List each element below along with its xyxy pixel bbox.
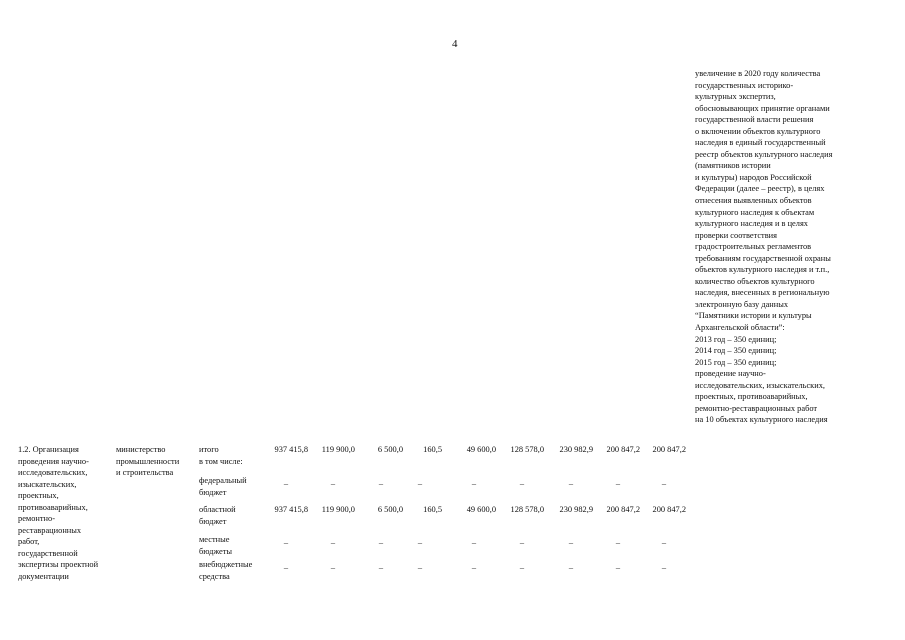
text-line: объектов культурного наследия и т.п., xyxy=(695,265,830,275)
text-line: государственных историко- xyxy=(695,80,794,90)
executor-cell xyxy=(116,444,196,479)
activity-name-line: ремонтно- xyxy=(18,514,55,523)
funding-value: 119 900,0 xyxy=(321,505,355,514)
funding-value: 160,5 xyxy=(423,445,442,454)
text-line: 2013 год – 350 единиц; xyxy=(695,334,777,344)
text-line: о включении объектов культурного xyxy=(695,126,821,136)
funding-value: 200 847,2 xyxy=(606,505,640,514)
text-line: культурного наследия и в целях xyxy=(695,219,808,229)
activity-name-line: государственной xyxy=(18,548,78,558)
funding-source-label-line: областной xyxy=(199,505,236,514)
funding-value: – xyxy=(378,479,384,488)
text-line: проведение научно- xyxy=(695,369,766,379)
text-line: государственной власти решения xyxy=(695,115,814,125)
text-line: проверки соответствия xyxy=(695,230,778,240)
funding-source-label-line: внебюджетные xyxy=(199,560,253,569)
activity-name-line: документации xyxy=(18,571,69,581)
activity-name-line: 1.2. Организация xyxy=(18,445,79,454)
funding-source-label xyxy=(199,534,267,557)
funding-value: 230 982,9 xyxy=(559,505,593,514)
funding-value: 6 500,0 xyxy=(377,445,403,454)
executor-line: министерство xyxy=(116,445,166,454)
text-line: Федерации (далее – реестр), в целях xyxy=(695,184,825,194)
funding-value: – xyxy=(568,479,574,488)
funding-value: – xyxy=(519,563,525,572)
funding-value: 200 847,2 xyxy=(652,445,686,454)
funding-value: – xyxy=(283,479,289,488)
text-line: на 10 объектах культурного наследия xyxy=(695,415,828,425)
text-line: 2014 год – 350 единиц; xyxy=(695,346,777,356)
funding-source-label-line: бюджеты xyxy=(199,546,233,556)
text-line: 2015 год – 350 единиц; xyxy=(695,357,777,367)
funding-value: 128 578,0 xyxy=(510,445,544,454)
funding-source-label-line: бюджет xyxy=(199,516,227,526)
page-number: 4 xyxy=(452,38,458,50)
funding-source-label-line: бюджет xyxy=(199,487,227,497)
text-line: отнесения выявленных объектов xyxy=(695,196,812,206)
executor-line: промышленности xyxy=(116,456,180,466)
text-line: требованиям государственной охраны xyxy=(695,253,831,263)
funding-source-label xyxy=(199,559,267,582)
funding-value: – xyxy=(519,538,525,547)
activity-name-line: работ, xyxy=(18,537,40,546)
funding-source-label xyxy=(199,504,267,527)
funding-value: – xyxy=(417,563,423,572)
funding-value: 49 600,0 xyxy=(466,505,496,514)
text-line: ремонтно-реставрационных работ xyxy=(695,403,818,413)
funding-source-label xyxy=(199,475,267,498)
funding-value: – xyxy=(283,538,289,547)
activity-name-line: проведения научно- xyxy=(18,456,89,466)
text-line: обосновывающих принятие органами xyxy=(695,103,830,113)
funding-value: – xyxy=(661,479,667,488)
funding-source-label-line: итого xyxy=(199,445,219,454)
funding-value: – xyxy=(471,563,477,572)
funding-value: – xyxy=(615,538,621,547)
text-line: наследия в единый государственный xyxy=(695,138,826,148)
text-line: наследия, внесенных в региональную xyxy=(695,288,830,298)
text-line: (памятников истории xyxy=(695,161,771,171)
activity-name-line: реставрационных xyxy=(18,525,82,535)
text-line: культурных экспертиз, xyxy=(695,92,776,102)
funding-value: – xyxy=(661,563,667,572)
funding-value: – xyxy=(568,563,574,572)
text-line: и культуры) народов Российской xyxy=(695,172,812,182)
funding-value: – xyxy=(615,479,621,488)
funding-source-label-line: средства xyxy=(199,571,230,581)
funding-value: 937 415,8 xyxy=(274,505,308,514)
funding-value: – xyxy=(417,538,423,547)
text-line: градостроительных регламентов xyxy=(695,242,812,252)
funding-value: – xyxy=(568,538,574,547)
funding-value: – xyxy=(378,563,384,572)
funding-value: 49 600,0 xyxy=(466,445,496,454)
funding-source-label-line: федеральный xyxy=(199,476,247,485)
funding-value: – xyxy=(661,538,667,547)
funding-value: – xyxy=(471,538,477,547)
funding-value: – xyxy=(330,538,336,547)
funding-value: – xyxy=(330,563,336,572)
text-line: культурного наследия к объектам xyxy=(695,207,815,217)
text-line: исследовательских, изыскательских, xyxy=(695,380,826,390)
funding-value: – xyxy=(471,479,477,488)
funding-value: – xyxy=(615,563,621,572)
activity-name-line: экспертизы проектной xyxy=(18,560,99,569)
activity-name-line: изыскательских, xyxy=(18,479,77,489)
funding-value: 200 847,2 xyxy=(652,505,686,514)
text-line: Архангельской области”: xyxy=(695,323,785,333)
funding-value: 128 578,0 xyxy=(510,505,544,514)
funding-value: – xyxy=(378,538,384,547)
text-line: количество объектов культурного xyxy=(695,276,815,286)
funding-value: 119 900,0 xyxy=(321,445,355,454)
text-line: проектных, противоаварийных, xyxy=(695,392,808,402)
funding-value: – xyxy=(283,563,289,572)
funding-source-label-line: в том числе: xyxy=(199,456,243,466)
funding-value: 160,5 xyxy=(423,505,442,514)
funding-value: 6 500,0 xyxy=(377,505,403,514)
text-line: увеличение в 2020 году количества xyxy=(695,69,821,78)
activity-name-line: исследовательских, xyxy=(18,468,88,477)
funding-value: 937 415,8 xyxy=(274,445,308,454)
text-line: реестр объектов культурного наследия xyxy=(695,149,833,159)
funding-value: – xyxy=(330,479,336,488)
activity-name-line: противоаварийных, xyxy=(18,502,88,512)
activity-name-cell xyxy=(18,444,113,582)
funding-value: – xyxy=(417,479,423,488)
funding-value: 200 847,2 xyxy=(606,445,640,454)
activity-name-line: проектных, xyxy=(18,491,59,500)
continuation-result-text xyxy=(695,68,870,426)
text-line: электронную базу данных xyxy=(695,299,789,309)
funding-value: 230 982,9 xyxy=(559,445,593,454)
executor-line: и строительства xyxy=(116,468,174,477)
funding-source-label-line: местные xyxy=(199,535,230,544)
funding-source-label xyxy=(199,444,267,467)
text-line: “Памятники истории и культуры xyxy=(695,311,812,321)
funding-value: – xyxy=(519,479,525,488)
